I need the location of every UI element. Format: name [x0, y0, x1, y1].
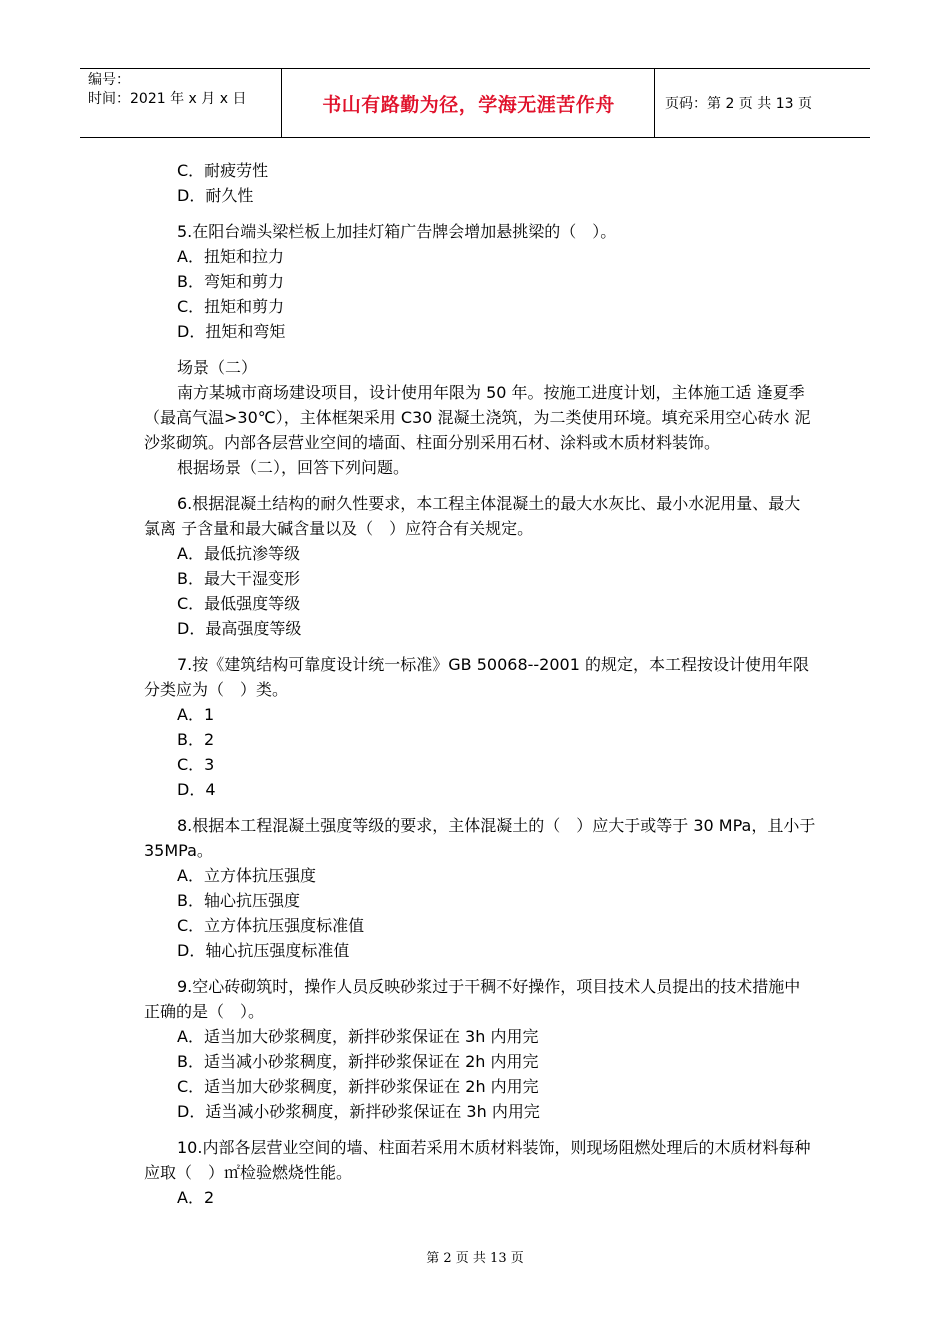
answer-option: C．耐疲劳性 — [177, 161, 269, 180]
answer-option: A．2 — [177, 1188, 215, 1207]
question-paragraph: 10.内部各层营业空间的墙、柱面若采用木质材料装饰，则现场阻燃处理后的木质材料每种应取（ ）㎡检验燃烧性能。 — [144, 1138, 811, 1182]
question-line: 根据场景（二），回答下列问题。 — [177, 458, 410, 477]
page-footer: 第 2 页 共 13 页 — [426, 1251, 524, 1266]
answer-option: B．适当减小砂浆稠度，新拌砂浆保证在 2h 内用完 — [177, 1052, 539, 1071]
answer-option: C．最低强度等级 — [177, 594, 301, 613]
header-page-info: 页码：第 2 页 共 13 页 — [665, 96, 812, 112]
answer-option: D．最高强度等级 — [177, 619, 302, 638]
question-paragraph: 8.根据本工程混凝土强度等级的要求，主体混凝土的（ ）应大于或等于 30 MPa，且小于 35MPa。 — [144, 816, 816, 860]
motto-text: 书山有路勤为径，学海无涯苦作舟 — [322, 93, 615, 116]
answer-option: A．适当加大砂浆稠度，新拌砂浆保证在 3h 内用完 — [177, 1027, 539, 1046]
page-header — [80, 68, 870, 138]
answer-option: A．1 — [177, 705, 215, 724]
answer-option: B．弯矩和剪力 — [177, 272, 284, 291]
answer-option: A．扭矩和拉力 — [177, 247, 284, 266]
question-paragraph: 6.根据混凝土结构的耐久性要求，本工程主体混凝土的最大水灰比、最小水泥用量、最大氯离 子含量和最大碱含量以及（ ）应符合有关规定。 — [144, 494, 801, 538]
answer-option: C．3 — [177, 755, 215, 774]
question-paragraph: 南方某城市商场建设项目，设计使用年限为 50 年。按施工进度计划，主体施工适 逢夏季（最高气温>30℃），主体框架采用 C30 混凝土浇筑，为二类使用环境。填充采用空心砖水 泥沙浆砌筑。内部各层营业空间的墙面、柱面分别采用石材、涂料或木质材料装饰。 — [144, 383, 811, 452]
question-line: 场景（二） — [177, 358, 258, 377]
answer-option: D．轴心抗压强度标准值 — [177, 941, 350, 960]
answer-option: A．立方体抗压强度 — [177, 866, 316, 885]
answer-option: D．扭矩和弯矩 — [177, 322, 286, 341]
answer-option: A．最低抗渗等级 — [177, 544, 300, 563]
answer-option: D．适当减小砂浆稠度，新拌砂浆保证在 3h 内用完 — [177, 1102, 540, 1121]
answer-option: D．耐久性 — [177, 186, 254, 205]
document-body — [144, 158, 816, 1210]
question-paragraph: 9.空心砖砌筑时，操作人员反映砂浆过于干稠不好操作，项目技术人员提出的技术措施中正确的是（ ）。 — [144, 977, 801, 1021]
header-meta — [80, 69, 282, 137]
answer-option: C．适当加大砂浆稠度，新拌砂浆保证在 2h 内用完 — [177, 1077, 539, 1096]
question-line: 5.在阳台端头梁栏板上加挂灯箱广告牌会增加悬挑梁的（ ）。 — [177, 222, 617, 241]
header-motto — [283, 69, 655, 137]
answer-option: B．最大干湿变形 — [177, 569, 300, 588]
date-label: 时间：2021 年 x 月 x 日 — [88, 91, 247, 107]
answer-option: C．扭矩和剪力 — [177, 297, 285, 316]
question-paragraph: 7.按《建筑结构可靠度设计统一标准》GB 50068--2001 的规定，本工程按设计使用年限分类应为（ ）类。 — [144, 655, 809, 699]
answer-option: D．4 — [177, 780, 216, 799]
answer-option: C．立方体抗压强度标准值 — [177, 916, 365, 935]
answer-option: B．轴心抗压强度 — [177, 891, 300, 910]
answer-option: B．2 — [177, 730, 215, 749]
code-label: 编号： — [88, 72, 130, 88]
